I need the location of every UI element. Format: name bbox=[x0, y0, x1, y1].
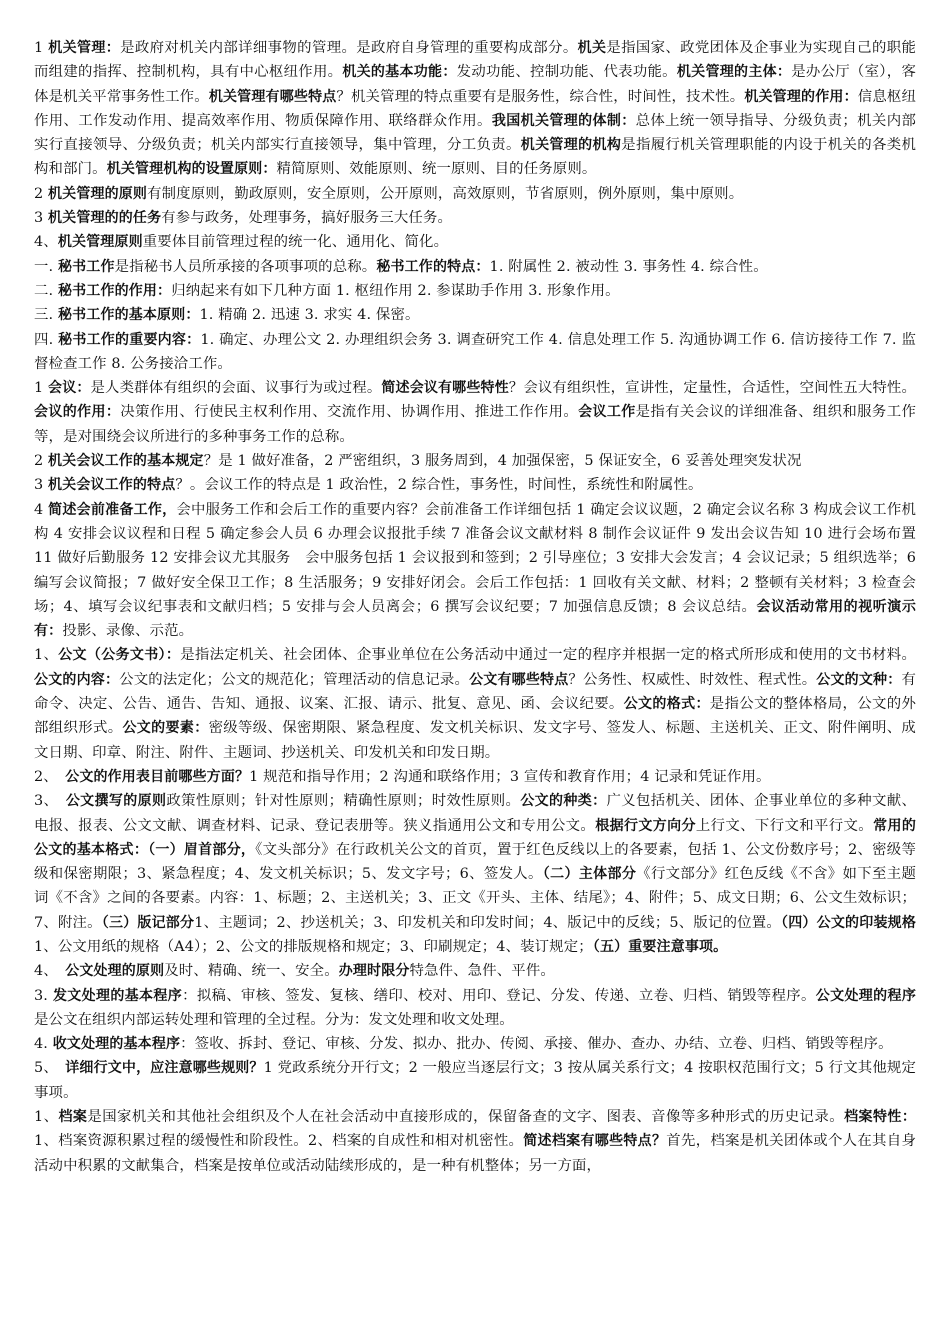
text-run: 归纳起来有如下几种方面 1. 枢纽作用 2. 参谋助手作用 3. 形象作用。 bbox=[171, 282, 620, 299]
bold-term: 机关会议工作的基本规定 bbox=[48, 453, 204, 470]
text-run: 特急件、急件、平件。 bbox=[409, 963, 555, 980]
text-run: 三. bbox=[34, 307, 58, 324]
bold-term: 收文处理的基本程序 bbox=[52, 1036, 181, 1053]
paragraph bbox=[34, 984, 916, 1033]
bold-term: 机关管理原则 bbox=[57, 234, 143, 251]
bold-term: （二）主体部分 bbox=[542, 866, 637, 883]
text-run: 总体上统一领导指导、分级负责；机关内部实行直接领导、分级负责；机关内部实行直接领导，集中管理，分工负责。 bbox=[34, 112, 917, 154]
bold-term: 机关管理的作用： bbox=[744, 88, 858, 105]
text-run: ？是 1 做好准备，2 严密组织，3 服务周到，4 加强保密，5 保证安全，6 妥善处理突发状况 bbox=[203, 453, 802, 470]
text-run: ？公务性、权威性、时效性、程式性。 bbox=[568, 671, 817, 688]
text-run: 是指秘书人员所承接的各项事项的总称。 bbox=[114, 258, 377, 275]
bold-term: 公文处理的原则 bbox=[65, 963, 165, 980]
text-run: 2 bbox=[34, 185, 49, 202]
text-run: 是国家机关和其他社会组织及个人在社会活动中直接形成的，保留备查的文字、图表、音像等多种形式的历史记录。 bbox=[87, 1109, 845, 1126]
bold-term: 会议的作用： bbox=[34, 404, 121, 421]
bold-term: 档案特性： bbox=[844, 1109, 916, 1126]
text-run: 广义包括机关、团体、企事业单位的多种文献、电报、报表、公文文献、调查材料、记录、登记表册等。狭义指通用公文和专用公文。 bbox=[34, 793, 916, 834]
bold-term: （三）版记部分 bbox=[101, 914, 195, 931]
paragraph bbox=[34, 449, 916, 473]
text-run: 投影、录像、示范。 bbox=[62, 623, 194, 640]
bold-term: 会议工作 bbox=[578, 404, 636, 421]
paragraph bbox=[34, 498, 916, 644]
text-run: 是人类群体有组织的会面、议事行为或过程。 bbox=[90, 380, 382, 397]
bold-term: 根据行文方向分 bbox=[595, 817, 696, 834]
text-run: 是指履行机关管理职能的内设于机关的各类机构和部门。 bbox=[34, 137, 916, 178]
bold-term: 简述档案有哪些特点？ bbox=[523, 1133, 667, 1150]
paragraph bbox=[34, 328, 916, 377]
text-run: 1、公文用纸的规格（A4）；2、公文的排版规格和规定；3、印刷规定；4、装订规定； bbox=[34, 938, 593, 955]
bold-term: 机关管理的主体： bbox=[676, 64, 792, 81]
bold-term: 公文有哪些特点 bbox=[469, 671, 569, 688]
text-run: 1 bbox=[34, 380, 49, 397]
text-run: ：拟稿、审核、签发、复核、缮印、校对、用印、登记、分发、传递、立卷、归档、销毁等程序。 bbox=[182, 987, 816, 1004]
text-run: 2 bbox=[34, 453, 49, 470]
text-run: 首先，档案是机关团体或个人在其自身活动中积累的文献集合，档案是按单位或活动陆续形成的，是一种有机整体；另一方面， bbox=[34, 1133, 916, 1174]
bold-term: 公文处理的程序 bbox=[815, 987, 916, 1004]
text-run: 《行文部分》红色反线《不含》如下至主题词《不含》之间的各要素。内容：1、标题；2、主送机关；3、正文《开头、主体、结尾》；4、附件；5、成文日期；6、公文生效标识；7、附注。 bbox=[34, 866, 916, 931]
paragraph bbox=[34, 789, 916, 959]
paragraph bbox=[34, 206, 916, 230]
bold-term: 机关管理机构的设置原则： bbox=[106, 161, 277, 178]
paragraph bbox=[34, 765, 916, 789]
bold-term: 会议活动常用的视听演示有： bbox=[34, 598, 916, 640]
text-run: 信息枢纽作用、工作发动作用、提高效率作用、物质保障作用、联络群众作用。 bbox=[34, 88, 916, 129]
text-run: 4、 bbox=[34, 234, 58, 251]
text-run: 1、 bbox=[34, 647, 59, 664]
text-run: 3. bbox=[34, 987, 53, 1004]
bold-term: 机关的基本功能： bbox=[342, 64, 457, 81]
bold-term: 机关管理的原则 bbox=[48, 185, 148, 202]
bold-term: 公文撰写的原则 bbox=[65, 793, 167, 810]
text-run: 一. bbox=[34, 258, 58, 275]
text-run: 是办公厅（室），客体是机关平常事务性工作。 bbox=[34, 64, 916, 105]
text-run: 3、 bbox=[34, 793, 66, 810]
text-run: 是公文在组织内部运转处理和管理的全过程。分为：发文处理和收文处理。 bbox=[34, 1011, 514, 1028]
bold-term: 公文的格式： bbox=[623, 696, 710, 713]
text-run: ？。会议工作的特点是 1 政治性，2 综合性，事务性，时间性，系统性和附属性。 bbox=[175, 477, 703, 494]
bold-term: 公文的作用表目前哪些方面？ bbox=[65, 768, 250, 785]
text-run: 5、 bbox=[34, 1060, 66, 1077]
text-run: 1、 bbox=[34, 1109, 59, 1126]
text-run: 上行文、下行文和平行文。 bbox=[695, 817, 874, 834]
text-run: 3 bbox=[34, 477, 49, 494]
bold-term: 办理时限分 bbox=[338, 963, 410, 980]
text-run: 有命令、决定、公告、通告、告知、通报、议案、汇报、请示、批复、意见、函、会议纪要。 bbox=[34, 671, 916, 713]
bold-term: 秘书工作的特点： bbox=[376, 258, 490, 275]
bold-term: 常用的公文的基本格式：（一）眉首部分， bbox=[34, 817, 916, 858]
bold-term: 秘书工作的重要内容： bbox=[58, 331, 201, 348]
text-run: 3 bbox=[34, 210, 49, 227]
bold-term: 会议： bbox=[48, 380, 91, 397]
bold-term: 简述会议有哪些特性 bbox=[381, 380, 509, 397]
text-run: 1 党政系统分开行文；2 一般应当逐层行文；3 按从属关系行文；4 按职权范围行文；5 行文其他规定事项。 bbox=[34, 1060, 917, 1101]
bold-term: 公文的种类： bbox=[520, 793, 607, 810]
bold-term: 秘书工作 bbox=[58, 258, 115, 275]
bold-term: 机关会议工作的特点 bbox=[48, 477, 176, 494]
text-run: 是指有关会议的详细准备、组织和服务工作等，是对围绕会议所进行的多种事务工作的总称。 bbox=[34, 404, 916, 445]
bold-term: 公文的要素： bbox=[122, 720, 209, 737]
text-run: 1. 精确 2. 迅速 3. 求实 4. 保密。 bbox=[199, 307, 420, 324]
text-run: 《文头部分》在行政机关公文的首页，置于红色反线以上的各要素，包括 1、公文份数序号；2、密级等级和保密期限；3、紧急程度；4、发文机关标识；5、发文字号；6、签发人。 bbox=[34, 841, 916, 883]
bold-term: 详细行文中，应注意哪些规则？ bbox=[65, 1060, 264, 1077]
text-run: 精简原则、效能原则、统一原则、目的任务原则。 bbox=[276, 161, 597, 178]
paragraph bbox=[34, 279, 916, 303]
paragraph bbox=[34, 1056, 916, 1105]
bold-term: 公文（公务文书）： bbox=[58, 647, 181, 664]
paragraph bbox=[34, 473, 916, 497]
paragraph bbox=[34, 643, 916, 764]
bold-term: 秘书工作的作用： bbox=[58, 282, 172, 299]
text-run: 二. bbox=[34, 282, 58, 299]
paragraph bbox=[34, 1032, 916, 1056]
bold-term: 档案 bbox=[58, 1109, 88, 1126]
text-run: 公文的法定化；公文的规范化；管理活动的信息记录。 bbox=[119, 671, 470, 688]
bold-term: 简述会前准备工作， bbox=[48, 501, 177, 518]
text-run: 政策性原则；针对性原则；精确性原则；时效性原则。 bbox=[166, 793, 521, 810]
text-run: 密级等级、保密期限、紧急程度、发文机关标识、发文字号、签发人、标题、主送机关、正文、附件阐明、成文日期、印章、附注、附件、主题词、抄送机关、印发机关和印发日期。 bbox=[34, 720, 916, 761]
text-run: 4. bbox=[34, 1036, 53, 1053]
text-run: 1 规范和指导作用；2 沟通和联络作用；3 宣传和教育作用；4 记录和凭证作用。 bbox=[249, 768, 771, 785]
bold-term: 机关管理的机构 bbox=[520, 137, 622, 154]
bold-term: 公文的文种： bbox=[816, 671, 902, 688]
text-run: 有制度原则，勤政原则，安全原则，公开原则，高效原则，节省原则，例外原则，集中原则。 bbox=[147, 185, 744, 202]
text-run: ？机关管理的特点重要有是服务性，综合性，时间性，技术性。 bbox=[336, 88, 745, 105]
text-run: 是指公文的整体格局，公文的外部组织形式。 bbox=[34, 696, 916, 737]
text-run: 4 bbox=[34, 501, 49, 518]
paragraph bbox=[34, 230, 916, 254]
paragraph bbox=[34, 182, 916, 206]
bold-term: 机关管理有哪些特点 bbox=[208, 88, 337, 105]
text-run: 是政府对机关内部详细事物的管理。是政府自身管理的重要构成部分。 bbox=[120, 40, 578, 56]
bold-term: 我国机关管理的体制： bbox=[491, 112, 636, 129]
text-run: 是指国家、政党团体及企事业为实现自己的职能而组建的指挥、控制机构，具有中心枢纽作用。 bbox=[34, 40, 916, 81]
bold-term: 公文的内容： bbox=[34, 671, 120, 688]
text-run: 1、主题词；2、抄送机关；3、印发机关和印发时间；4、版记中的反线；5、版记的位置。 bbox=[194, 914, 781, 931]
paragraph bbox=[34, 376, 916, 449]
text-run: 四. bbox=[34, 331, 59, 348]
text-run: 发动功能、控制功能、代表功能。 bbox=[456, 64, 677, 81]
text-run: 有参与政务，处理事务，搞好服务三大任务。 bbox=[161, 210, 453, 227]
text-run: 1. 确定、办理公文 2. 办理组织会务 3. 调查研究工作 4. 信息处理工作 5. 沟通协调工作 6. 信访接待工作 7. 监督检查工作 8. 公务接洽工作。 bbox=[34, 331, 916, 372]
text-run: 是指法定机关、社会团体、企事业单位在公务活动中通过一定的程序并根据一定的格式所形成和使用的文书材料。 bbox=[180, 647, 916, 664]
paragraph bbox=[34, 959, 916, 983]
bold-term: 机关管理： bbox=[48, 40, 121, 56]
bold-term: 机关 bbox=[577, 40, 607, 56]
text-run: 1 bbox=[34, 40, 49, 56]
bold-term: （五）重要注意事项。 bbox=[592, 938, 728, 955]
text-run: ？会议有组织性，宣讲性，定量性，合适性，空间性五大特性。 bbox=[508, 380, 917, 397]
text-run: 4、 bbox=[34, 963, 66, 980]
text-run: 2、 bbox=[34, 768, 66, 785]
paragraph bbox=[34, 36, 916, 182]
text-run: 及时、精确、统一、安全。 bbox=[164, 963, 339, 980]
text-run: 决策作用、行使民主权利作用、交流作用、协调作用、推进工作作用。 bbox=[120, 404, 579, 421]
text-run: 1. 附属性 2. 被动性 3. 事务性 4. 综合性。 bbox=[489, 258, 768, 275]
text-run: 1、档案资源积累过程的缓慢性和阶段性。2、档案的自成性和相对机密性。 bbox=[34, 1133, 524, 1150]
paragraph bbox=[34, 255, 916, 279]
paragraph bbox=[34, 303, 916, 327]
bold-term: 机关管理的的任务 bbox=[48, 210, 162, 227]
text-run: 会中服务工作和会后工作的重要内容？会前准备工作详细包括 1 确定会议议题，2 确定会议名称 3 构成会议工作机构 4 安排会议议程和日程 5 确定参会人员 6 办理会议报批手续 7 准备会议文献材料 8 制作会议证件 9 发出会议告知 10 进行会场布置 11 做好后勤服务 12 安排会议尤其服务 会中服务包括 1 会议报到和签到；2 引导座位；3 安排大会发言；4 会议记录；5 组织选举；6 编写会议简报；7 做好安全保卫工作；8 生活服务；9 安排好闭会。会后工作包括：1 回收有关文献、材料；2 整顿有关材料；3 检查会场；4、填写会议纪事表和文献归档；5 安排与会人员离会；6 撰写会议纪要；7 加强信息反馈；8 会议总结。 bbox=[34, 501, 916, 615]
bold-term: （四）公文的印装规格 bbox=[780, 914, 917, 931]
bold-term: 发文处理的基本程序 bbox=[52, 987, 183, 1004]
text-run: ：签收、拆封、登记、审核、分发、拟办、批办、传阅、承接、催办、查办、办结、立卷、归档、销毁等程序。 bbox=[180, 1036, 893, 1053]
paragraph bbox=[34, 1105, 916, 1178]
bold-term: 秘书工作的基本原则： bbox=[58, 307, 200, 324]
text-run: 重要体目前管理过程的统一化、通用化、简化。 bbox=[142, 234, 449, 251]
